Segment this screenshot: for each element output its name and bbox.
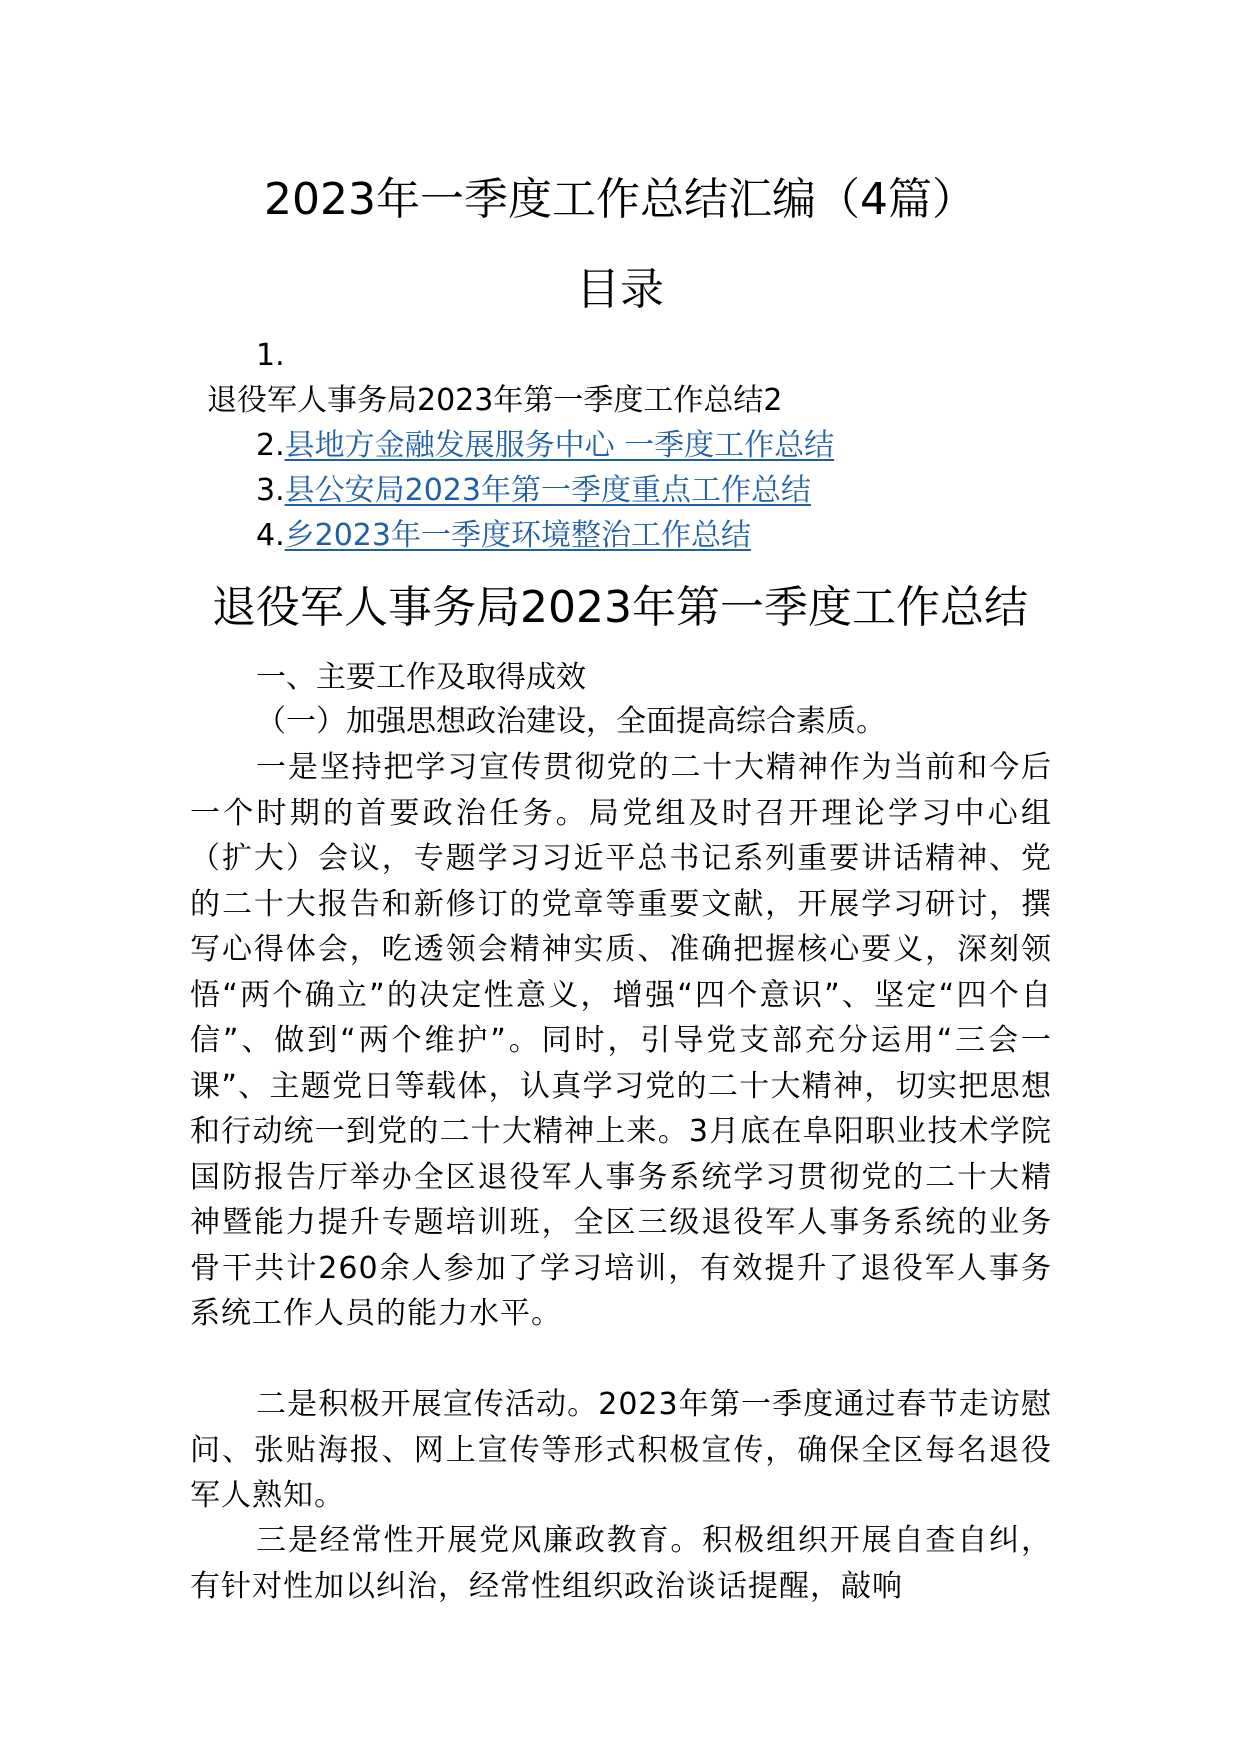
document-title: 2023年一季度工作总结汇编（4篇）	[264, 174, 976, 225]
toc-item-2	[256, 424, 834, 468]
subsection-heading: （一）加强思想政治建设，全面提高综合素质。	[256, 704, 886, 739]
toc-heading: 目录	[576, 264, 664, 315]
toc-link-4[interactable]: 乡2023年一季度环境整治工作总结	[284, 518, 751, 553]
toc-item-4	[256, 514, 751, 558]
toc-item-2-number: 2.	[256, 428, 285, 463]
toc-item-4-number: 4.	[256, 518, 285, 553]
toc-item-3	[256, 469, 811, 513]
toc-item-1-number: 1.	[256, 338, 285, 373]
toc-link-2[interactable]: 县地方金融发展服务中心 一季度工作总结	[284, 428, 835, 463]
article-title: 退役军人事务局2023年第一季度工作总结	[212, 582, 1028, 633]
body-paragraph-3: 三是经常性开展党风廉政教育。积极组织开展自查自纠，有针对性加以纠治，经常性组织政治谈话提醒，敲响	[190, 1523, 1052, 1604]
toc-item-3-number: 3.	[256, 473, 285, 508]
body-paragraph-2: 二是积极开展宣传活动。2023年第一季度通过春节走访慰问、张贴海报、网上宣传等形式积极宣传，确保全区每名退役军人熟知。	[190, 1387, 1052, 1513]
toc-item-1-label: 退役军人事务局2023年第一季度工作总结2	[207, 383, 783, 418]
toc-link-3[interactable]: 县公安局2023年第一季度重点工作总结	[284, 473, 811, 508]
section-heading: 一、主要工作及取得成效	[256, 660, 586, 695]
body-paragraph-1: 一是坚持把学习宣传贯彻党的二十大精神作为当前和今后一个时期的首要政治任务。局党组及时召开理论学习中心组（扩大）会议，专题学习习近平总书记系列重要讲话精神、党的二十大报告和新修订的党章等重要文献，开展学习研讨，撰写心得体会，吃透领会精神实质、准确把握核心要义，深刻领悟“两个确立”的决定性意义，增强“四个意识”、坚定“四个自信”、做到“两个维护”。同时，引导党支部充分运用“三会一课”、主题党日等载体，认真学习党的二十大精神，切实把思想和行动统一到党的二十大精神上来。3月底在阜阳职业技术学院国防报告厅举办全区退役军人事务系统学习贯彻党的二十大精神暨能力提升专题培训班，全区三级退役军人事务系统的业务骨干共计260余人参加了学习培训，有效提升了退役军人事务系统工作人员的能力水平。	[190, 750, 1052, 1331]
